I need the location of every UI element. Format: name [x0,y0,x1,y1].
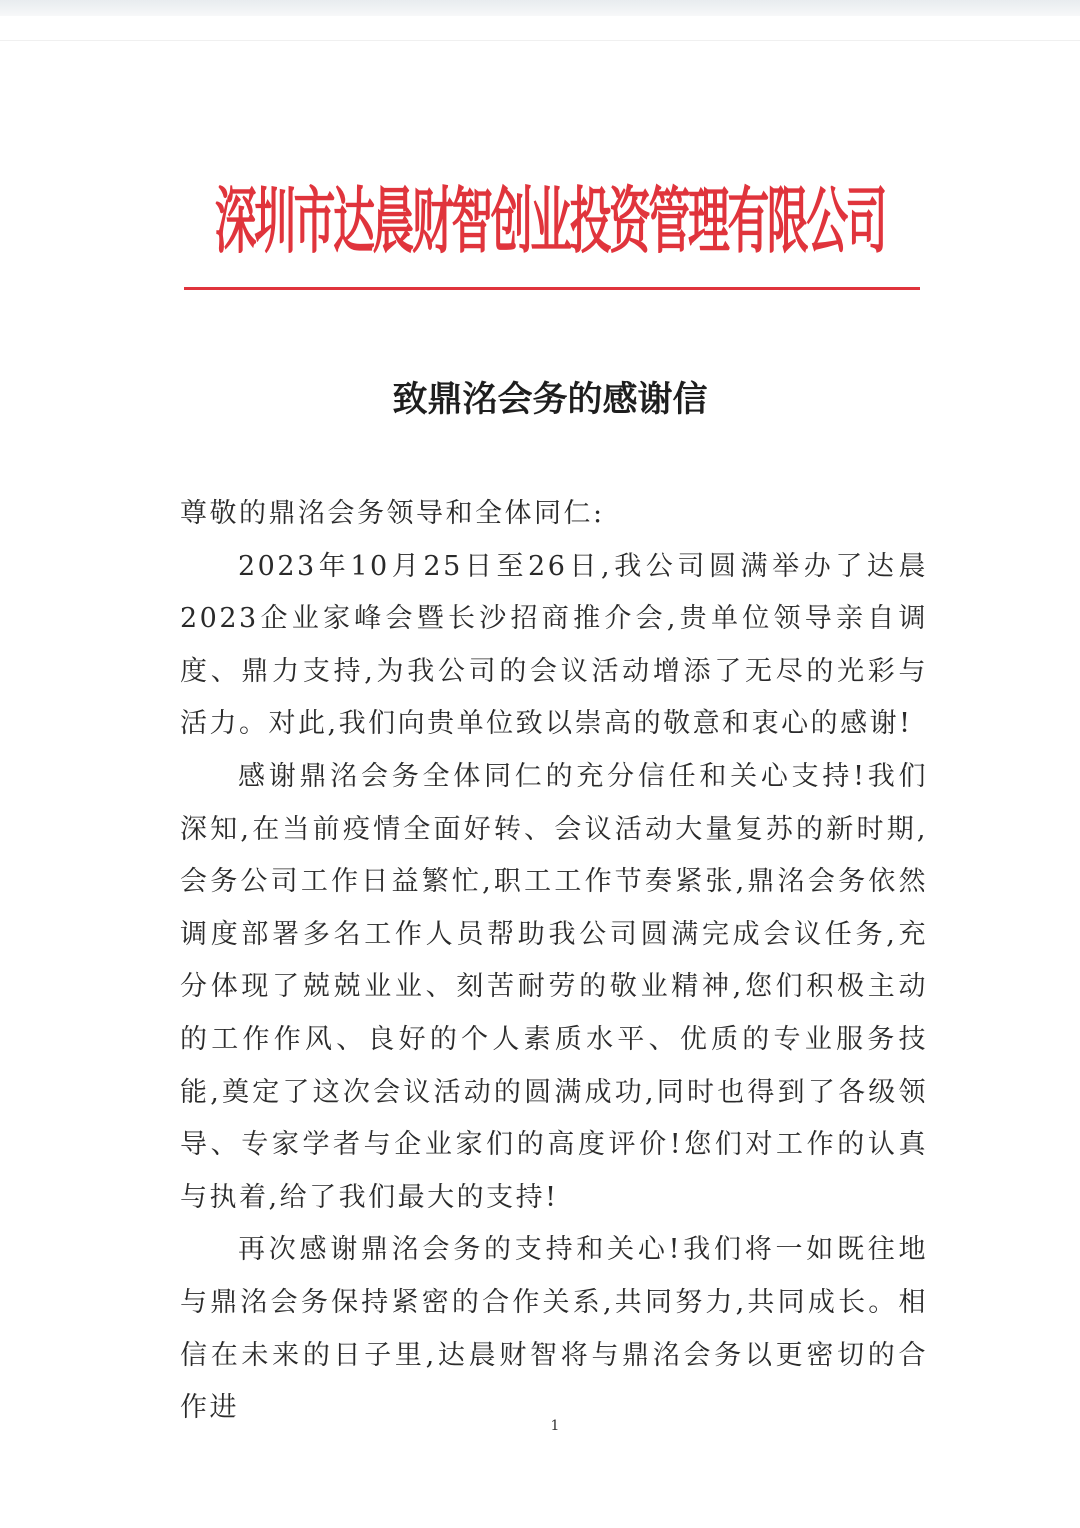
scan-border-top [0,0,1080,16]
letterhead-company-name: 深圳市达晨财智创业投资管理有限公司 [214,179,886,263]
paragraph-3: 再次感谢鼎洺会务的支持和关心!我们将一如既往地与鼎洺会务保持紧密的合作关系,共同努力,共同成长。相信在未来的日子里,达晨财智将与鼎洺会务以更密切的合作进 [180,1234,928,1424]
paragraph-2: 感谢鼎洺会务全体同仁的充分信任和关心支持!我们深知,在当前疫情全面好转、会议活动大量复苏的新时期,会务公司工作日益繁忙,职工工作节奏紧张,鼎洺会务依然调度部署多名工作人员帮助我公司圆满完成会议任务,充分体现了兢兢业业、刻苦耐劳的敬业精神,您们积极主动的工作作风、良好的个人素质水平、优质的专业服务技能,奠定了这次会议活动的圆满成功,同时也得到了各级领导、专家学者与企业家们的高度评价!您们对工作的认真与执着,给了我们最大的支持! [180,760,928,1213]
letter-body [180,488,928,1435]
scan-edge-line [0,40,1080,41]
letterhead-red-rule [184,287,920,290]
salutation: 尊敬的鼎洺会务领导和全体同仁: [180,498,605,529]
letter-title: 致鼎洺会务的感谢信 [392,379,708,420]
page-number: 1 [550,1418,560,1434]
paragraph-1: 2023年10月25日至26日,我公司圆满举办了达晨2023企业家峰会暨长沙招商推介会,贵单位领导亲自调度、鼎力支持,为我公司的会议活动增添了无尽的光彩与活力。对此,我们向贵单位致以崇高的敬意和衷心的感谢! [180,550,928,740]
